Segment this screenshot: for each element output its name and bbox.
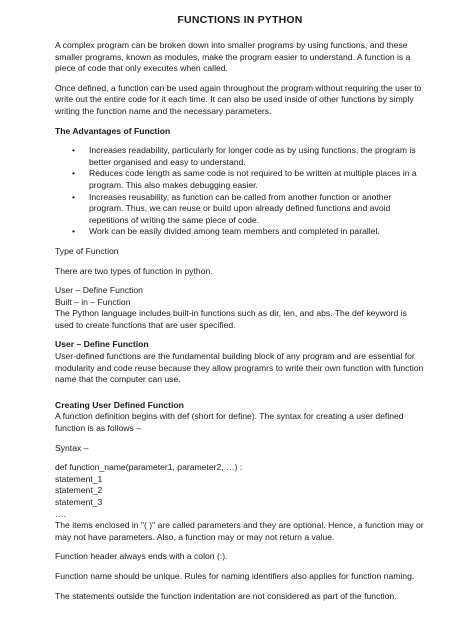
udf-description: User-defined functions are the fundamental building block of any program and are essential for modularity and code reuse because they allow programrs to write their own function with function name that the computer can use. bbox=[55, 351, 424, 385]
advantage-text: Increases readability, particularly for longer code as by using functions, the program is better organised and easy to understand. bbox=[89, 145, 416, 167]
parameters-description: The items enclosed in "( )" are called parameters and they are optional. Hence, a function may or may not have parameters. Also, a function may or may not return a value. bbox=[55, 520, 424, 542]
reuse-paragraph: Once defined, a function can be used again throughout the program without requiring the user to write out the entire code for it each time. It can also be used inside of other functions by simply writing the function name and the necessary parameters. bbox=[55, 82, 422, 116]
advantage-item-teamwork bbox=[72, 226, 425, 238]
bullet-icon: • bbox=[72, 226, 76, 237]
syntax-def-line: def function_name(parameter1, parameter2, …) : bbox=[55, 462, 243, 473]
syntax-statement-2: statement_2 bbox=[55, 485, 103, 496]
built-in-description: The Python language includes built-in functions such as dir, len, and abs. The def keyword is used to create functions that are user specified. bbox=[55, 308, 407, 330]
document-page bbox=[55, 14, 425, 610]
document-title: FUNCTIONS IN PYTHON bbox=[177, 14, 303, 26]
types-block bbox=[55, 285, 425, 331]
advantage-item-reusability bbox=[72, 191, 425, 227]
advantage-item-readability bbox=[72, 145, 425, 168]
advantages-list bbox=[55, 145, 425, 238]
type-user-defined: User – Define Function bbox=[55, 285, 143, 296]
outside-indentation-note: The statements outside the function indentation are not considered as part of the function. bbox=[55, 590, 397, 601]
intro-paragraph: A complex program can be broken down into smaller programs by using functions, and these smaller programs, known as modules, make the program easier to understand. A function is a piece of code that only executes when called. bbox=[55, 40, 411, 74]
bullet-icon: • bbox=[72, 168, 76, 179]
creating-udf-description: A function definition begins with def (short for define). The syntax for creating a user defined function is as follows – bbox=[55, 411, 404, 434]
advantage-item-code-length bbox=[72, 168, 425, 191]
creating-udf-heading: Creating User Defined Function bbox=[55, 399, 184, 410]
unique-name-note: Function name should be unique. Rules for naming identifiers also applies for function naming. bbox=[55, 570, 415, 581]
syntax-block bbox=[55, 462, 425, 543]
advantage-text: Work can be easily divided among team members and completed in parallel. bbox=[89, 226, 380, 237]
advantage-text: Reduces code length as same code is not required to be written at multiple places in a program. This also makes debugging easier. bbox=[89, 168, 417, 190]
bullet-icon: • bbox=[72, 191, 76, 202]
syntax-ellipsis: …. bbox=[55, 508, 66, 519]
advantage-text: Increases reusability, as function can be called from another function or another program. Thus, we can reuse or build upon already defined functions and avoid repetitions of writing the same piece of code. bbox=[89, 191, 392, 225]
advantages-heading: The Advantages of Function bbox=[55, 125, 171, 136]
syntax-statement-1: statement_1 bbox=[55, 473, 103, 484]
type-built-in: Built – in – Function bbox=[55, 296, 131, 307]
bullet-icon: • bbox=[72, 145, 76, 156]
syntax-statement-3: statement_3 bbox=[55, 497, 103, 507]
header-colon-note: Function header always ends with a colon (:). bbox=[55, 551, 228, 562]
syntax-label: Syntax – bbox=[55, 442, 89, 453]
type-of-function-label: Type of Function bbox=[55, 245, 119, 256]
types-intro: There are two types of function in python. bbox=[55, 265, 213, 276]
udf-heading: User – Define Function bbox=[55, 339, 149, 350]
